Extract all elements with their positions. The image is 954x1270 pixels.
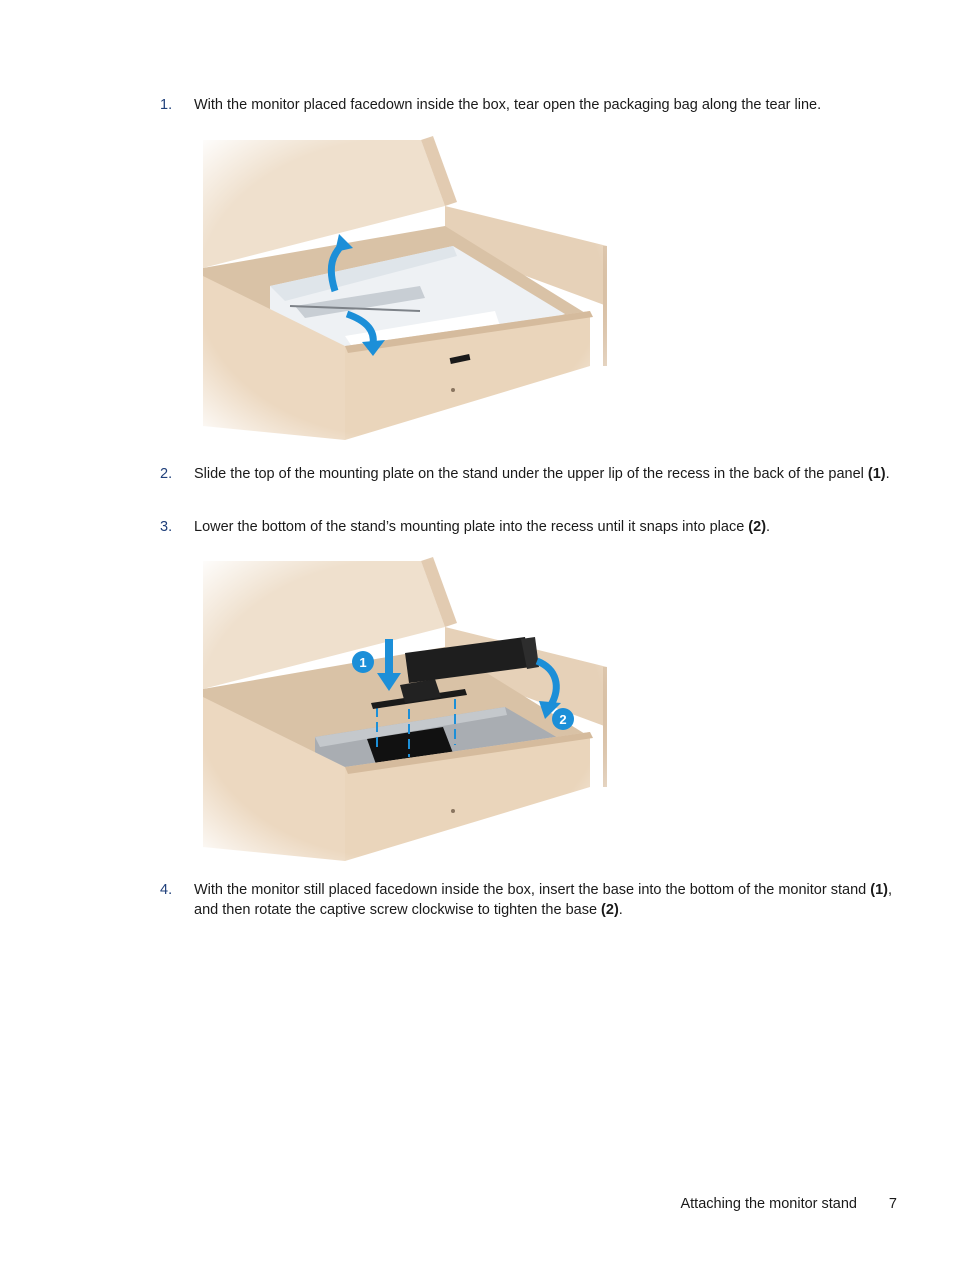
page-number: 7 [888,1196,897,1212]
step-number: 4. [160,882,173,898]
step-text [194,517,894,537]
text-run: With the monitor still placed facedown inside the box, insert the base into the bottom of the monitor stand [194,882,871,898]
bold-reference: (1) [870,882,888,898]
text-run: Lower the bottom of the stand’s mounting plate into the recess until it snaps into place [194,519,749,535]
text-run: , and then rotate the captive screw clockwise to tighten the base [194,882,892,918]
text-run: . [885,466,890,482]
bold-reference: (2) [601,902,619,918]
footer-section-title: Attaching the monitor stand [680,1196,857,1212]
text-run: With the monitor placed facedown inside the box, tear open the packaging bag along the tear line. [194,97,822,113]
step-text [194,880,894,920]
bold-reference: (2) [748,519,767,535]
text-run: Slide the top of the mounting plate on the stand under the upper lip of the recess in the back of the panel [194,466,868,482]
text-run: . [618,902,623,918]
text-run: . [766,519,771,535]
step-number: 3. [160,519,173,535]
figure-tear-packaging-bag [195,136,607,440]
figure-attach-stand-plate [195,557,607,861]
step-text [194,95,894,115]
step-number: 1. [160,97,173,113]
step-text [194,464,894,484]
step-number: 2. [160,466,173,482]
bold-reference: (1) [867,466,886,482]
